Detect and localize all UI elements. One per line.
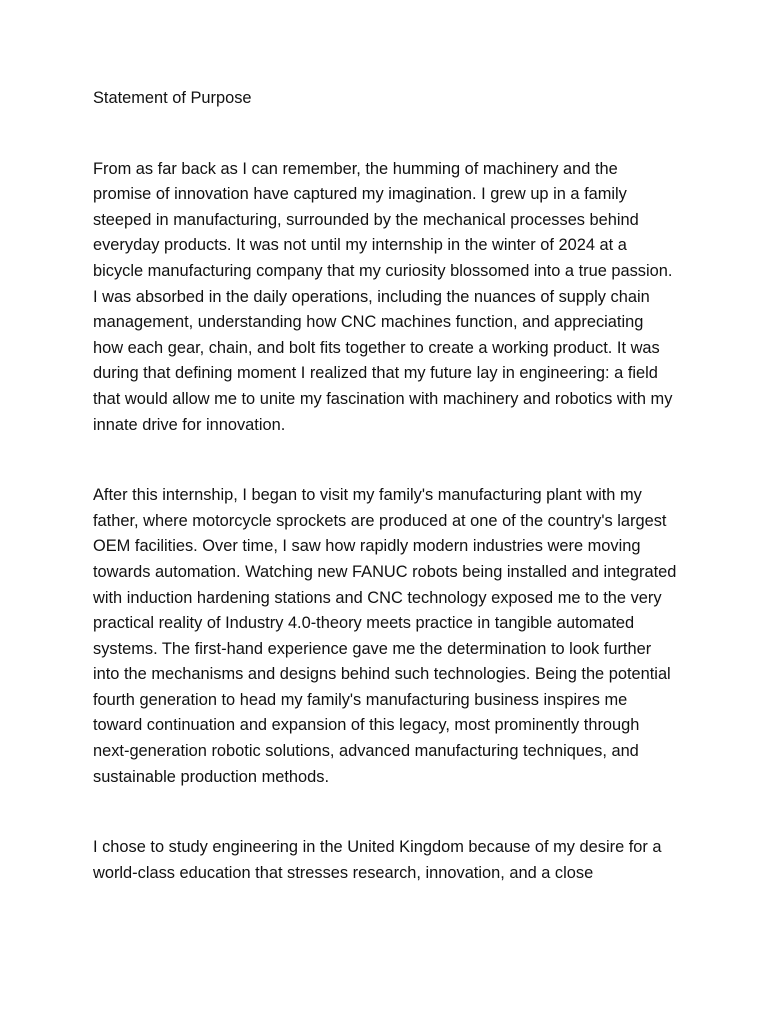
document-body — [93, 86, 677, 931]
paragraph-1: From as far back as I can remember, the humming of machinery and the promise of innovation have captured my imagination. I grew up in a family steeped in manufacturing, surrounded by the mechanical processes behind everyday products. It was not until my internship in the winter of 2024 at a bicycle manufacturing company that my curiosity blossomed into a true passion. I was absorbed in the daily operations, including the nuances of supply chain management, understanding how CNC machines function, and appreciating how each gear, chain, and bolt fits together to create a working product. It was during that defining moment I realized that my future lay in engineering: a field that would allow me to unite my fascination with machinery and robotics with my innate drive for innovation. — [93, 159, 673, 434]
paragraph-3: I chose to study engineering in the United Kingdom because of my desire for a world-class education that stresses research, innovation, and a close — [93, 838, 662, 882]
paragraph-2: After this internship, I began to visit my family's manufacturing plant with my father, where motorcycle sprockets are produced at one of the country's largest OEM facilities. Over time, I saw how rapidly modern industries were moving towards automation. Watching new FANUC robots being installed and integrated with induction hardening stations and CNC technology exposed me to the very practical reality of Industry 4.0-theory meets practice in tangible automated systems. The first-hand experience gave me the determination to look further into the mechanisms and designs behind such technologies. Being the potential fourth generation to head my family's manufacturing business inspires me toward continuation and expansion of this legacy, most prominently through next-generation robotic solutions, advanced manufacturing techniques, and sustainable production methods. — [93, 486, 677, 786]
document-title: Statement of Purpose — [93, 89, 252, 107]
